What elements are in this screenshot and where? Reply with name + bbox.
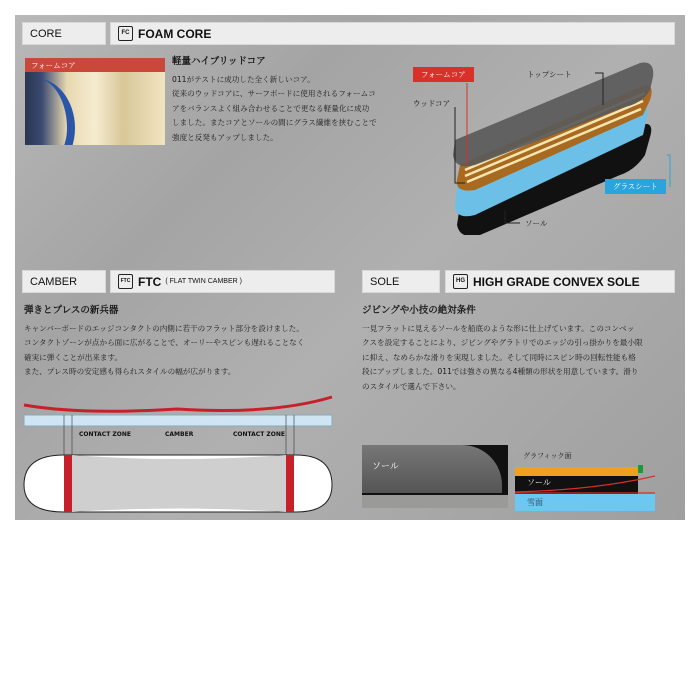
core-description	[172, 55, 412, 145]
sole-description	[362, 304, 682, 394]
text-line: 確実に弾くことが出来ます。	[24, 352, 123, 362]
text-line: のスタイルで選んで下さい。	[362, 381, 461, 391]
ftc-icon: FTC	[118, 274, 133, 289]
text-line: クスを設定することにより、ジビングやグラトリでのエッジの引っ掛かりを最小限	[362, 338, 643, 347]
core-title: FOAM CORE	[138, 26, 212, 41]
camber-heading: 弾きとプレスの新兵器	[24, 305, 119, 316]
graphic-layer	[515, 467, 638, 476]
high-grade-icon: HG	[453, 274, 468, 289]
camber-zone-label: CAMBER	[165, 431, 194, 438]
camber-diagram	[22, 395, 337, 515]
text-line: 段にアップしました。011では強さの異なる4種類の形状を用意しています。滑り	[362, 367, 639, 376]
snow-label: 雪面	[527, 498, 543, 507]
camber-label: CAMBER	[30, 275, 78, 288]
core-heading: 軽量ハイブリッドコア	[172, 56, 266, 67]
sole-layer-label: ソール	[525, 219, 548, 228]
core-title-box	[110, 22, 675, 45]
text-line: 強度と反発もアップしました。	[172, 132, 278, 142]
wood-core-label: ウッドコア	[413, 99, 451, 108]
sole-label-box	[362, 270, 440, 293]
sole-label-diagram: ソール	[527, 478, 551, 487]
sole-photo-label: ソール	[372, 462, 399, 472]
photo-label: フォームコア	[31, 61, 76, 70]
text-line: 一見フラットに見えるソールを船底のような形に仕上げています。このコンベッ	[362, 323, 635, 333]
text-line: しました。またコアとソールの間にグラス繊維を挟むことで	[172, 118, 377, 127]
text-line: アをバランスよく組み合わせることで更なる軽量化に成功	[172, 103, 370, 113]
top-sheet-label: トップシート	[527, 70, 572, 79]
text-line: コンタクトゾーンが点から面に広がることで、オーリーやスピンも遅れることなく	[24, 338, 305, 347]
camber-description	[24, 304, 354, 380]
core-layers-diagram	[405, 55, 680, 235]
sole-label: SOLE	[370, 275, 400, 288]
sole-photo	[362, 445, 508, 508]
foam-core-photo	[25, 58, 165, 145]
sole-title: HIGH GRADE CONVEX SOLE	[473, 274, 640, 289]
camber-profile	[24, 397, 332, 411]
contact-zone-right	[286, 455, 294, 512]
contact-zone-left	[64, 455, 72, 512]
foam-core-tag: フォームコア	[413, 67, 474, 82]
core-label-box	[22, 22, 106, 45]
text-line: また、プレス時の安定感も得られスタイルの幅が広がります。	[24, 367, 236, 376]
glass-sheet-tag: グラスシート	[605, 179, 666, 194]
graphic-label: グラフィック面	[523, 452, 572, 460]
camber-zone	[72, 455, 286, 512]
text-line: 011がテストに成功した全く新しいコア。	[172, 74, 315, 84]
text-line: 従来のウッドコアに、サーフボードに使用されるフォームコ	[172, 89, 376, 98]
sole-heading: ジビングや小技の絶対条件	[362, 305, 476, 316]
product-feature-panel	[15, 15, 685, 520]
contact-zone-right-label: CONTACT ZONE	[233, 431, 285, 438]
camber-title-box	[110, 270, 335, 293]
camber-subtitle: ( FLAT TWIN CAMBER )	[165, 278, 242, 285]
foam-core-icon: FC	[118, 26, 133, 41]
text-line: キャンバーボードのエッジコンタクトの内側に若干のフラット部分を設けました。	[24, 323, 304, 333]
contact-zone-left-label: CONTACT ZONE	[79, 431, 131, 438]
text-line: に抑え、なめらかな滑りを実現しました。そして同時にスピン時の回転性能も格	[362, 352, 636, 362]
camber-label-box	[22, 270, 106, 293]
core-label: CORE	[30, 27, 62, 40]
camber-title: FTC	[138, 274, 162, 289]
sole-title-box	[445, 270, 675, 293]
